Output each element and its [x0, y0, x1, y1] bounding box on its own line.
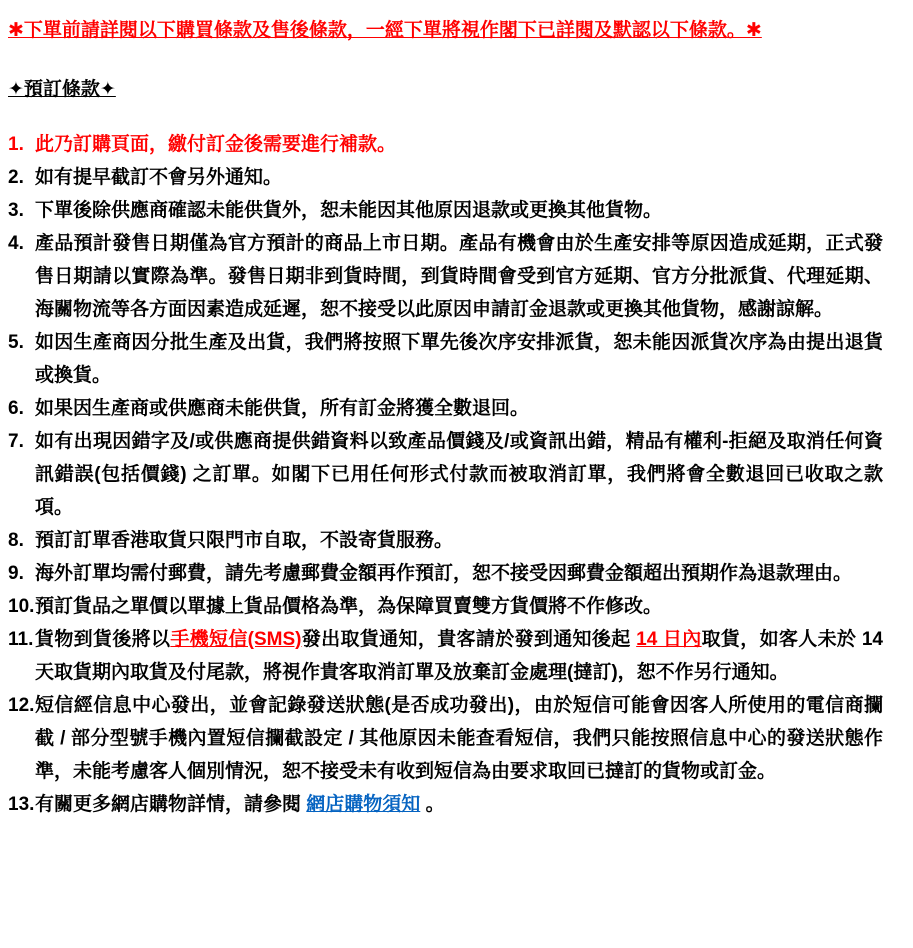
term-number: 13.: [8, 794, 35, 815]
term-segment: 此乃訂購頁面，繳付訂金後需要進行補款。: [35, 134, 397, 155]
term-text: [35, 326, 883, 392]
term-item: [8, 392, 883, 425]
term-segment: 如果因生產商或供應商未能供貨，所有訂金將獲全數退回。: [35, 398, 530, 419]
term-number: 3.: [8, 200, 24, 221]
term-item: [8, 194, 883, 227]
term-item: [8, 227, 883, 326]
term-segment: 下單後除供應商確認未能供貨外，恕未能因其他原因退款或更換其他貨物。: [35, 200, 663, 221]
term-text: [35, 689, 883, 788]
term-text: [35, 392, 883, 425]
section-title-preorder-terms: ✦預訂條款✦: [8, 79, 116, 100]
term-item: [8, 623, 883, 689]
term-text: [35, 590, 883, 623]
term-segment: 貨物到貨後將以: [35, 629, 171, 650]
term-segment: 取貨，如客人未於 14 天取貨期內取貨及付尾款，將視作貴客取消訂單及放棄訂金處理(撻訂)，恕不作另行通知。: [35, 629, 883, 683]
term-segment: 14 日內: [636, 629, 702, 650]
term-item: [8, 557, 883, 590]
term-item: [8, 128, 883, 161]
term-segment: 有關更多網店購物詳情，請參閱: [35, 794, 307, 815]
term-text: [35, 128, 883, 161]
term-segment: 發出取貨通知，貴客請於發到通知後起: [301, 629, 637, 650]
term-segment: 如有提早截訂不會另外通知。: [35, 167, 283, 188]
term-item: [8, 524, 883, 557]
term-text: [35, 425, 883, 524]
term-number: 8.: [8, 530, 24, 551]
term-number: 5.: [8, 332, 24, 353]
term-segment: 產品預計發售日期僅為官方預計的商品上市日期。產品有機會由於生產安排等原因造成延期，正式發售日期請以實際為準。發售日期非到貨時間，到貨時間會受到官方延期、官方分批派貨、代理延期、海關物流等各方面因素造成延遲，恕不接受以此原因申請訂金退款或更換其他貨物，感謝諒解。: [35, 233, 883, 320]
term-text: [35, 788, 883, 821]
term-segment: 短信經信息中心發出，並會記錄發送狀態(是否成功發出)，由於短信可能會因客人所使用的電信商攔截 / 部分型號手機內置短信攔截設定 / 其他原因未能查看短信，我們只能按照信息中心的發送狀態作準，未能考慮客人個別情況，恕不接受未有收到短信為由要求取回已撻訂的貨物或訂金。: [35, 695, 883, 782]
term-text: [35, 623, 883, 689]
term-segment: 如因生產商因分批生產及出貨，我們將按照下單先後次序安排派貨，恕未能因派貨次序為由提出退貨或換貨。: [35, 332, 883, 386]
term-text: [35, 524, 883, 557]
term-number: 10.: [8, 596, 35, 617]
term-segment: 。: [420, 794, 445, 815]
term-item: [8, 590, 883, 623]
term-segment: 海外訂單均需付郵費，請先考慮郵費金額再作預訂，恕不接受因郵費金額超出預期作為退款理由。: [35, 563, 853, 584]
terms-list: [8, 128, 883, 821]
term-segment: 如有出現因錯字及/或供應商提供錯資料以致產品價錢及/或資訊出錯，精品有權利-拒絕及取消任何資訊錯誤(包括價錢) 之訂單。如閣下已用任何形式付款而被取消訂單，我們將會全數退回已收取之款項。: [35, 431, 883, 518]
term-number: 11.: [8, 629, 34, 650]
term-number: 4.: [8, 233, 24, 254]
shop-guide-link[interactable]: 網店購物須知: [306, 794, 421, 815]
term-item: [8, 326, 883, 392]
term-item: [8, 425, 883, 524]
term-number: 6.: [8, 398, 24, 419]
term-number: 9.: [8, 563, 24, 584]
term-number: 2.: [8, 167, 24, 188]
warning-header: ✱下單前請詳閱以下購買條款及售後條款，一經下單將視作閣下已詳閱及默認以下條款。✱: [8, 20, 762, 41]
term-text: [35, 161, 883, 194]
term-number: 1.: [8, 134, 24, 155]
term-number: 7.: [8, 431, 24, 452]
term-text: [35, 557, 883, 590]
term-item: [8, 788, 883, 821]
term-number: 12.: [8, 695, 35, 716]
term-segment: 預訂貨品之單價以單據上貨品價格為準，為保障買賣雙方貨價將不作修改。: [35, 596, 663, 617]
term-text: [35, 194, 883, 227]
term-item: [8, 161, 883, 194]
term-segment: 預訂訂單香港取貨只限門市自取，不設寄貨服務。: [35, 530, 454, 551]
term-item: [8, 689, 883, 788]
term-segment: 手機短信(SMS): [170, 629, 302, 650]
term-text: [35, 227, 883, 326]
